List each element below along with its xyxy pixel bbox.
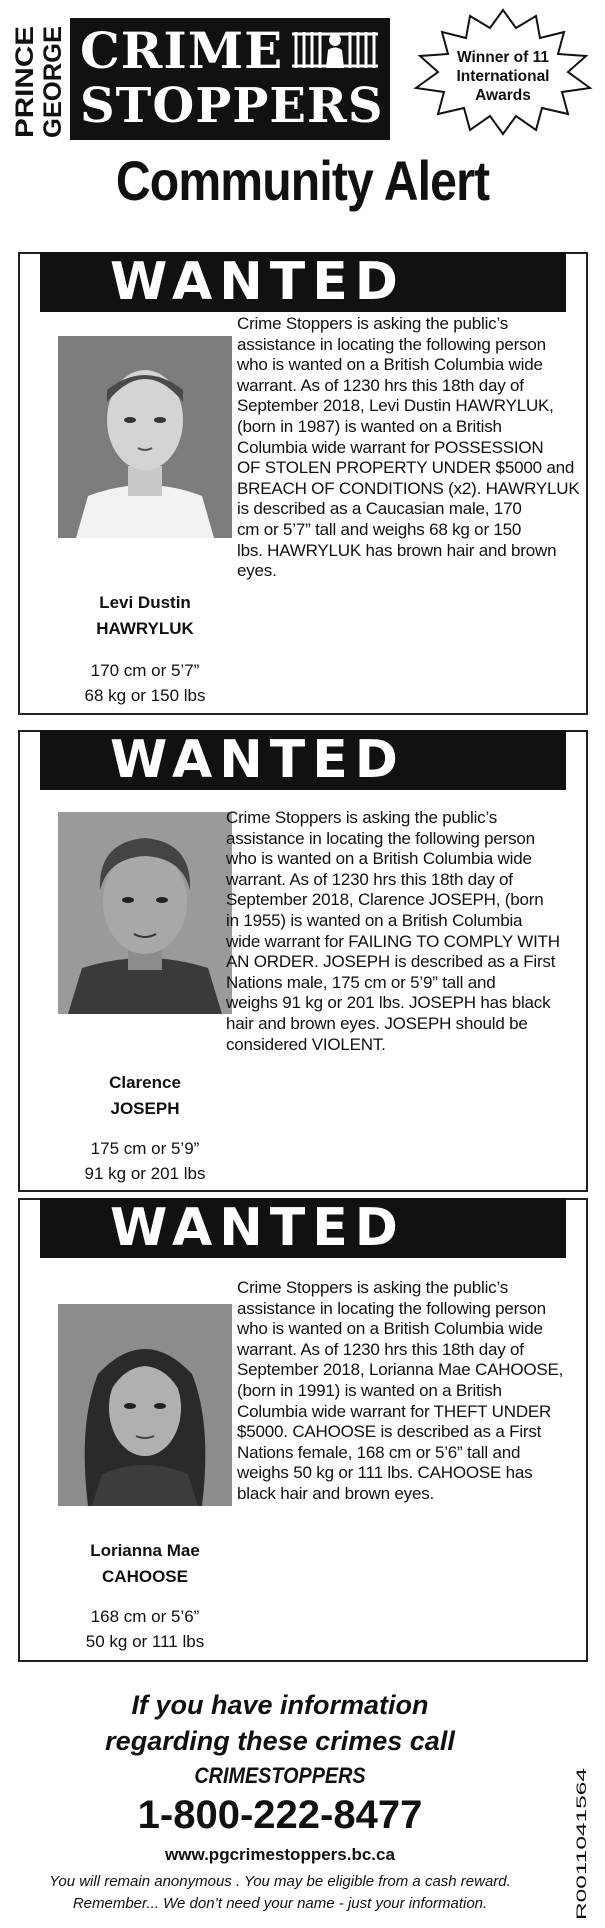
logo-word-crime: CRIME [80,21,284,80]
name-last: CAHOOSE [102,1567,188,1586]
suspect-weight: 50 kg or 111 lbs [85,1632,205,1651]
name-first: Clarence [109,1073,181,1092]
narrative-line: AN ORDER. JOSEPH is described as a First [226,952,556,972]
disclaimer-line1: You will remain anonymous . You may be eligible from a cash reward. [49,1873,511,1890]
narrative-line: who is wanted on a British Columbia wide [237,355,543,375]
wanted-banner: WANTED [40,1198,566,1258]
suspect-narrative [226,808,578,1055]
phone-number[interactable]: 1-800-222-8477 [137,1793,423,1837]
contact-footer [0,1660,605,1928]
narrative-line: who is wanted on a British Columbia wide [237,1319,543,1339]
name-first: Lorianna Mae [90,1541,200,1560]
city-line2: GEORGE [39,28,67,138]
wanted-panel-2 [18,730,588,1192]
suspect-name [40,590,250,642]
award-line: Winner of 11 [456,49,550,66]
narrative-line: warrant. As of 1230 hrs this 18th day of [226,869,513,889]
suspect-name [40,1538,250,1590]
suspect-stats [40,658,250,708]
narrative-line: September 2018, Lorianna Mae CAHOOSE, [237,1360,564,1380]
city-name-vertical [6,22,68,140]
disclaimer-line2: Remember... We don’t need your name - just your information. [72,1895,488,1912]
narrative-line: Crime Stoppers is asking the public’s [237,1278,509,1297]
narrative-line: hair and brown eyes. JOSEPH should be [226,1013,528,1033]
narrative-line: is described as a Caucasian male, 170 [237,499,522,519]
narrative-line: warrant. As of 1230 hrs this 18th day of [237,375,524,395]
award-line: Awards [475,87,531,104]
suspect-narrative [237,314,589,582]
narrative-line: BREACH OF CONDITIONS (x2). HAWRYLUK [237,478,580,498]
suspect-photo [58,1304,232,1506]
narrative-line: Crime Stoppers is asking the public’s [226,808,498,827]
narrative-line: in 1955) is wanted on a British Columbia [226,910,523,930]
suspect-height: 175 cm or 5’9” [90,1139,200,1158]
narrative-line: September 2018, Levi Dustin HAWRYLUK, [237,396,554,416]
narrative-line: cm or 5’7” tall and weighs 68 kg or 150 [237,519,522,539]
award-line: International [456,68,550,85]
wanted-panel-3 [18,1198,588,1662]
award-text [408,48,598,105]
masthead [0,0,605,212]
suspect-photo [58,812,232,1014]
narrative-line: Nations female, 168 cm or 5’6” tall and [237,1442,521,1462]
suspect-weight: 68 kg or 150 lbs [84,686,206,705]
page-title: Community Alert [115,149,490,212]
narrative-line: Crime Stoppers is asking the public’s [237,314,509,333]
suspect-weight: 91 kg or 201 lbs [84,1164,206,1183]
narrative-line: (born in 1987) is wanted on a British [237,416,502,436]
narrative-line: assistance in locating the following person [226,828,535,848]
name-first: Levi Dustin [99,593,191,612]
suspect-height: 168 cm or 5’6” [90,1607,200,1626]
jail-bars-icon [290,28,380,72]
ad-code-text: R0011041564 [573,1833,589,1920]
narrative-line: weighs 91 kg or 201 lbs. JOSEPH has black [226,993,551,1013]
wanted-banner: WANTED [40,730,566,790]
suspect-narrative [237,1278,589,1505]
name-last: JOSEPH [110,1099,180,1118]
narrative-line: Columbia wide warrant for POSSESSION [237,437,544,457]
crime-stoppers-logo [70,18,390,140]
city-line1: PRINCE [11,43,39,138]
narrative-line: (born in 1991) is wanted on a British [237,1380,502,1400]
narrative-line: September 2018, Clarence JOSEPH, (born [226,890,544,910]
call-to-action-line3: CRIMESTOPPERS [194,1763,366,1788]
narrative-line: considered VIOLENT. [226,1034,386,1054]
suspect-stats [40,1604,250,1654]
suspect-stats [40,1136,250,1186]
narrative-line: lbs. HAWRYLUK has brown hair and brown [237,540,557,560]
narrative-line: wide warrant for FAILING TO COMPLY WITH [226,931,560,951]
narrative-line: black hair and brown eyes. [237,1483,435,1503]
logo-word-stoppers: STOPPERS [80,78,384,134]
narrative-line: OF STOLEN PROPERTY UNDER $5000 and [237,458,575,478]
suspect-photo [58,336,232,538]
narrative-line: assistance in locating the following person [237,334,546,354]
call-to-action-line2: regarding these crimes call [105,1726,455,1756]
suspect-height: 170 cm or 5’7” [90,661,200,680]
narrative-line: assistance in locating the following person [237,1298,546,1318]
call-to-action-line1: If you have information [131,1690,429,1720]
narrative-line: $5000. CAHOOSE is described as a First [237,1422,542,1442]
narrative-line: eyes. [237,561,277,581]
suspect-name [40,1070,250,1122]
narrative-line: who is wanted on a British Columbia wide [226,849,532,869]
website-link[interactable]: www.pgcrimestoppers.bc.ca [165,1845,395,1864]
narrative-line: warrant. As of 1230 hrs this 18th day of [237,1339,524,1359]
narrative-line: Nations male, 175 cm or 5’9” tall and [226,972,496,992]
award-starburst-badge [408,8,598,136]
name-last: HAWRYLUK [96,619,194,638]
narrative-line: Columbia wide warrant for THEFT UNDER [237,1401,552,1421]
wanted-panel-1 [18,252,588,715]
narrative-line: weighs 50 kg or 111 lbs. CAHOOSE has [237,1463,533,1483]
ad-code-vertical [566,1762,596,1922]
wanted-banner: WANTED [40,252,566,312]
